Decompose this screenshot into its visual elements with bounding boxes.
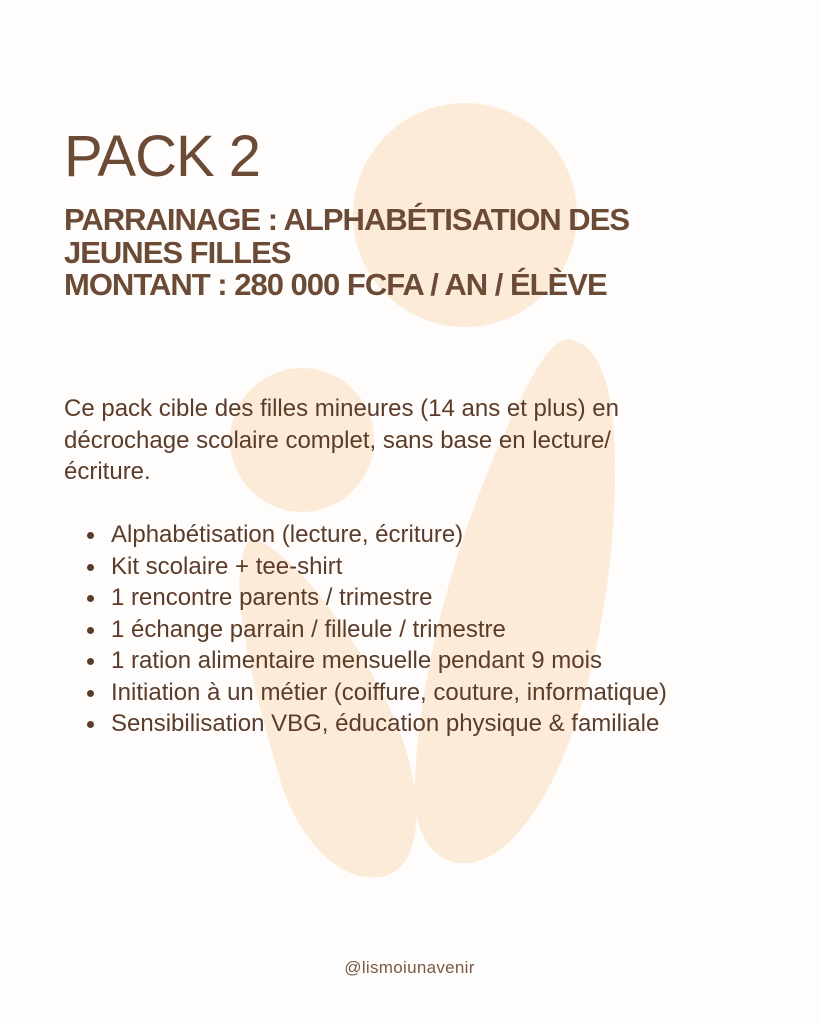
list-item: [64, 708, 684, 740]
bullet-icon: [87, 595, 94, 602]
list-item: [64, 677, 684, 709]
bullet-icon: [87, 721, 94, 728]
bullet-icon: [87, 532, 94, 539]
subtitle-line-amount: MONTANT : 280 000 FCFA / AN / ÉLÈVE: [64, 267, 607, 303]
list-item-text: Alphabétisation (lecture, écriture): [111, 521, 464, 548]
bullet-icon: [87, 690, 94, 697]
list-item-text: 1 rencontre parents / trimestre: [111, 584, 433, 611]
list-item: [64, 645, 684, 677]
pack-subtitle: [64, 204, 804, 302]
list-item-text: 1 ration alimentaire mensuelle pendant 9 mois: [111, 647, 602, 674]
social-handle: @lismoiunavenir: [344, 958, 475, 977]
list-item-text: Kit scolaire + tee-shirt: [111, 552, 343, 580]
subtitle-line-target: JEUNES FILLES: [64, 234, 291, 270]
list-item: [64, 582, 684, 614]
list-item-text: 1 échange parrain / filleule / trimestre: [111, 615, 506, 643]
list-item-text: Sensibilisation VBG, éducation physique & familiale: [111, 710, 660, 737]
bullet-icon: [87, 658, 94, 665]
subtitle-line-program: PARRAINAGE : ALPHABÉTISATION DES: [64, 202, 630, 237]
bullet-icon: [87, 564, 94, 571]
bullet-icon: [87, 627, 94, 634]
list-item: [64, 614, 684, 646]
benefits-list: [64, 519, 684, 740]
list-item: [64, 551, 684, 583]
list-item: [64, 519, 684, 551]
pack-title: PACK 2: [64, 124, 261, 189]
intro-paragraph: Ce pack cible des filles mineures (14 ans et plus) en décrochage scolaire complet, sans base en lecture/écriture.: [64, 395, 619, 485]
list-item-text: Initiation à un métier (coiffure, couture, informatique): [111, 678, 667, 706]
